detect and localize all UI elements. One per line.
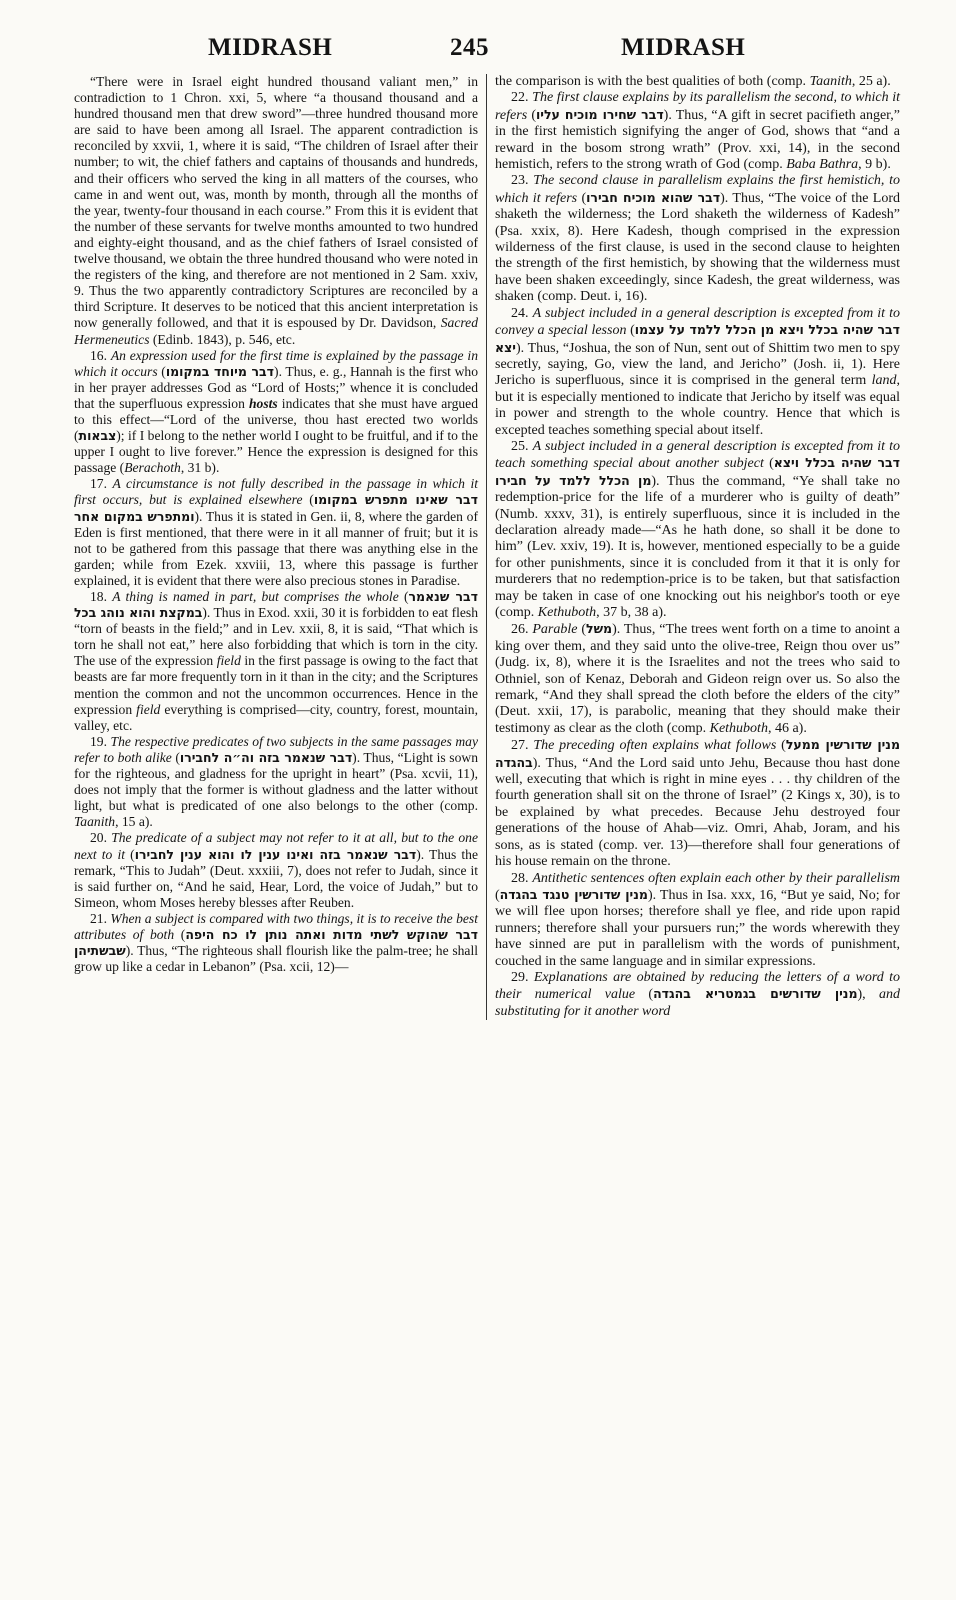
emphasis-text: The second clause in parallelism explains the first hemistich, to which it refers [495, 173, 900, 206]
hebrew-phrase: צבאות [78, 428, 117, 444]
emphasis-text: A thing is named in part, but comprises the whole [112, 589, 399, 604]
body-text: , 25 a). [851, 74, 891, 89]
body-text: ( [398, 589, 409, 604]
right-column [495, 74, 900, 1020]
body-text: 17. [90, 476, 113, 492]
left-column [74, 74, 478, 1020]
body-text: 16. [90, 347, 111, 363]
body-text: ( [171, 749, 180, 765]
paragraph-24 [495, 306, 900, 439]
emphasis-text: The respective predicates of two subjects in the same passages may refer to both alike [74, 733, 478, 765]
emphasis-text: Antithetic sentences often explain each other by their parallelism [532, 870, 901, 886]
body-text: 19. [90, 733, 111, 749]
emphasis-text: The predicate of a subject may not refer to it at all, but to the one next to it [74, 830, 478, 862]
hebrew-phrase: דבר שאינו מתפרש במקומו ומתפרש במקום אחר [74, 492, 478, 524]
paragraph-18 [74, 589, 478, 734]
body-text: ), [857, 987, 879, 1003]
hebrew-phrase: דבר שהוא מוכיח חבירו [586, 189, 721, 205]
emphasis-text: field [216, 653, 241, 669]
text-columns [74, 74, 900, 1020]
body-text: 22. [511, 90, 533, 106]
body-text: in the first passage is owing to the fact that beasts are far more frequently torn in it than in the city; and the Scriptures mention the common and not the uncommon occurrences. Hence in the expression [74, 653, 478, 717]
emphasis-text: An expression used for the first time is explained by the passage in which it occurs [74, 347, 478, 379]
paragraph-17 [74, 476, 478, 589]
body-text: ( [125, 846, 135, 862]
paragraph-29 [495, 970, 900, 1020]
body-text: ). Thus in Isa. xxx, 16, “But ye said, No; for we will flee upon horses; therefore shall ye flee, and ride upon rapid runners; therefore shall your pursuers run;” the words wherewith they have sinned are put in parallelism with the words of punishment, couched in the same language and in similar expressions. [495, 887, 901, 969]
emphasis-text: Berachoth [124, 460, 181, 476]
hebrew-phrase: דבר שהיה בכלל ויצא מן הכלל ללמד על חבירו [495, 455, 900, 488]
body-text: ( [174, 926, 186, 942]
hebrew-phrase: דבר שהיה בכלל ויצא מן הכלל ללמד על עצמו יצא [495, 322, 900, 355]
body-text: , 15 a). [115, 814, 153, 830]
emphasis-text: The preceding often explains what follows [533, 738, 777, 754]
hebrew-phrase: דבר שהוקש לשתי מדות ואתה נותן לו כח היפה שבשתיהן [74, 926, 478, 959]
emphasis-text: A subject included in a general description is excepted from it to convey a special lesson [495, 305, 900, 339]
body-text: ( [635, 987, 654, 1003]
body-text: 23. [511, 173, 534, 189]
body-text: 26. [511, 622, 533, 638]
emphasis-text: Taanith [809, 74, 852, 89]
body-text: ). Thus, e. g., Hannah is the first who in her prayer addresses God as “Lord of Hosts;” whence it is concluded that the superfluous expression [74, 363, 478, 411]
page-number: 245 [450, 34, 489, 61]
body-text: ). Thus the command, “Ye shall take no redemption-price for the life of a murderer who is guilty of death” (Numb. xxxv, 31), is entirely superfluous, since it is included in the declaration already made—“As he hath done, so shall it be done to him” (Lev. xxiv, 19). It is, however, mentioned especially to be a guide for other punishments, since it is concluded from it that it is only for murderers that no redemption-price is to be taken, but that satisfaction may be taken in case of one knocking out his neighbor's tooth or eye (comp. [495, 473, 900, 620]
body-text: ( [763, 456, 774, 472]
body-text: ). Thus, “Joshua, the son of Nun, sent out of Shittim two men to spy secretly, saying, Go, view the land, and Jericho” (Josh. ii, 1). Here Jericho is superfluous, since it is comprised in the general term [495, 340, 900, 389]
body-text: ). Thus, “A gift in secret pacifieth anger,” in the first hemistich signifying the anger of God, shows that “and a reward in the bosom strong wrath” (Prov. xxi, 14), in the second hemistich, refers to the strong wrath of God (comp. [495, 107, 900, 173]
body-text: ( [302, 492, 314, 508]
body-text: , 9 b). [858, 157, 891, 173]
body-text: 27. [511, 738, 534, 754]
body-text: ). Thus, “And the Lord said unto Jehu, Because thou hast done well, executing that which is right in mine eyes . . . thy children of the fourth generation shall sit on the throne of Israel” (2 Kings x, 30), is to be explained by what precedes. Because Jehu destroyed four generations of the house of Ahab—viz. Omri, Ahab, Joram, and his sons, as is stated (comp. ver. 13)—therefore shall four generations of his house remain on the throne. [495, 755, 900, 870]
body-text: , but it is especially mentioned to indicate that Jericho by itself was equal in power and strength to the whole country. Hence that which is excepted teaches something special about itself. [495, 373, 900, 438]
emphasis-text: Sacred Hermeneutics [74, 315, 478, 347]
body-text: 21. [90, 910, 111, 926]
paragraph-25 [495, 439, 900, 621]
body-text: the comparison is with the best qualities of both (comp. [495, 74, 810, 89]
body-text: “There were in Israel eight hundred thousand valiant men,” in contradiction to 1 Chron. xxi, 5, where “a thousand thousand and a hundred thousand men that drew sword”—three hundred thousand more are said to have been among all Israel. The apparent contradiction is reconciled by xxvii, 1, where it is said, “The children of Israel after their number; to wit, the chief fathers and captains of thousands and hundreds, and their officers who served the king in all matters of the courses, who came in and went out, was, month by month, through all the months of the year, twenty-four thousand in each course.” From this it is evident that the number of these servants for twelve months amounted to two hundred and eighty-eight thousand, and as the chief fathers of Israel consisted of twelve thousand, we obtain the three hundred thousand who were noted in the registers of the king, and therefore are not mentioned in 2 Sam. xxiv, 9. Thus the two apparently contradictory Scriptures are reconciled by a third Scripture. It deserves to be noticed that this ancient interpretation is now generally followed, and that it is espoused by Dr. Davidson, [74, 74, 478, 331]
paragraph-27 [495, 737, 900, 870]
body-text: ). Thus, “The trees went forth on a time to anoint a king over them, and they said unto the olive-tree, Reign thou over us” (Judg. ix, 8), where it is the Israelites and not the trees who said to Othniel, son of Kenaz, Deborah and Gideon reign over us. So also the remark, “And they shall spread the cloth before the elders of the city” (Deut. xxii, 17), is parabolic, meaning that they should make their testimony as clear as the cloth (comp. [495, 622, 901, 736]
hebrew-phrase: דבר מיוחד במקומו [165, 363, 275, 379]
paragraph-21-cont [495, 74, 900, 90]
body-text: ); if I belong to the nether world I ought to be fruitful, and if to the upper I ought to live forever.” Hence the expression is designed for this passage ( [74, 428, 478, 476]
body-text: 20. [90, 830, 112, 846]
paragraph-19 [74, 734, 478, 831]
body-text: indicates that she must have argued to this effect—“Lord of the universe, thou hast erected two worlds ( [74, 395, 478, 444]
paragraph-28 [495, 871, 900, 970]
body-text: , 31 b). [180, 460, 220, 476]
body-text: ( [577, 622, 587, 638]
emphasis-text: A circumstance is not fully described in the passage in which it first occurs, but is explained elsewhere [74, 476, 478, 508]
paragraph-22 [495, 90, 900, 173]
body-text: ( [157, 363, 166, 379]
hebrew-phrase: דבר שחירו מוכיח עליו [536, 106, 664, 122]
body-text: (Edinb. 1843), p. 546, etc. [149, 331, 296, 347]
hebrew-phrase: מנין שדורשים בגמטריא בהגדה [653, 986, 858, 1002]
hebrew-phrase: דבר שנאמר בזה ואינו ענין לו והוא ענין לחבירו [134, 846, 417, 862]
paragraph-20 [74, 830, 478, 910]
body-text: 29. [511, 969, 534, 985]
body-text: 28. [511, 870, 533, 886]
paragraph-23 [495, 173, 900, 305]
paragraph-26 [495, 621, 900, 737]
emphasis-text: When a subject is compared with two things, it is to receive the best attributes of both [74, 910, 478, 942]
emphasis-text: Explanations are obtained by reducing the letters of a word to their numerical value [495, 969, 901, 1003]
body-text: 25. [511, 438, 533, 454]
emphasis-text: A subject included in a general description is excepted from it to teach something special about another subject [495, 438, 900, 472]
running-head [74, 34, 900, 74]
emphasis-text: and substituting for it another word [495, 987, 900, 1019]
body-text: 24. [511, 305, 533, 321]
hebrew-phrase: מנין שדורשין ממעל בהגדה [495, 737, 900, 770]
body-text: ( [626, 323, 635, 339]
emphasis-text: The first clause explains by its parallelism the second, to which it refers [495, 90, 901, 123]
hebrew-phrase: משל [586, 621, 613, 637]
body-text: ). Thus it is stated in Gen. ii, 8, where the garden of Eden is first mentioned, that there were in it all manner of fruit; but it is not to be gathered from this passage that there was anything else in the garden; while from Ezek. xxviii, 13, where this passage is further explained, it is evident that there were also precious stones in Paradise. [74, 508, 478, 588]
body-text: 18. [90, 589, 113, 604]
emphasis-text: Kethuboth [537, 605, 597, 620]
body-text: ). Thus, “The voice of the Lord shaketh the wilderness; the Lord shaketh the wilderness of Kadesh” (Psa. xxix, 8). Here Kadesh, though comprised in the expression wilderness of the first clause, is used in the second clause to heighten the strength of the first hemistich, by showing that the wilderness must have been shaken exceedingly, since Kadesh, the great wilderness, was shaken (comp. Deut. i, 16). [495, 190, 900, 305]
body-text: ( [776, 738, 786, 754]
emphasis-text: Baba Bathra [786, 157, 859, 173]
body-text: , 46 a). [767, 720, 807, 736]
body-text: ). Thus, “The righteous shall flourish like the palm-tree; he shall grow up like a cedar in Lebanon” (Psa. xcii, 12)— [74, 943, 478, 975]
emphasis-text: land [871, 373, 897, 389]
running-head-right: MIDRASH [621, 34, 746, 61]
running-head-left: MIDRASH [208, 34, 333, 61]
body-text: ). Thus, “Light is sown for the righteous, and gladness for the upright in heart” (Psa. xcvii, 11), does not imply that the former is without gladness and the latter without light, but what is predicated of one also belongs to the other (comp. [74, 749, 478, 814]
hebrew-phrase: מנין שדורשין טנגד בהגדה [499, 886, 648, 902]
body-text: ( [495, 887, 500, 903]
emphasis-text: Taanith [74, 814, 116, 830]
body-text: ). Thus the remark, “This to Judah” (Deut. xxxiii, 7), does not refer to Judah, since it is said further on, “And he said, Hear, Lord, the voice of Judah,” but to Simeon, whom Moses hereby blesses after Reuben. [74, 846, 478, 910]
body-text: , 37 b, 38 a). [596, 605, 667, 620]
hebrew-phrase: דבר שנאמר בזה וה״ה לחבירו [179, 749, 353, 765]
body-text: everything is comprised—city, country, forest, mountain, valley, etc. [74, 701, 478, 733]
emphasis-text: Kethuboth [709, 720, 768, 736]
column-rule [486, 74, 487, 1020]
paragraph-16 [74, 348, 478, 477]
paragraph-21 [74, 911, 478, 975]
emphasis-text: hosts [248, 395, 278, 411]
body-text: ( [577, 190, 587, 206]
emphasis-text: Parable [532, 622, 578, 638]
emphasis-text: field [136, 701, 161, 717]
body-text: ( [527, 107, 536, 123]
hebrew-phrase: דבר שנאמר במקצת והוא נוהג בכל [74, 589, 478, 621]
paragraph-intro [74, 74, 478, 348]
body-text: ). Thus in Exod. xxii, 30 it is forbidden to eat flesh “torn of beasts in the field;” and in Lev. xxii, 8, it is said, “That which is torn he shall not eat,” here also forbidding that which is torn in the city. The use of the expression [74, 605, 478, 669]
